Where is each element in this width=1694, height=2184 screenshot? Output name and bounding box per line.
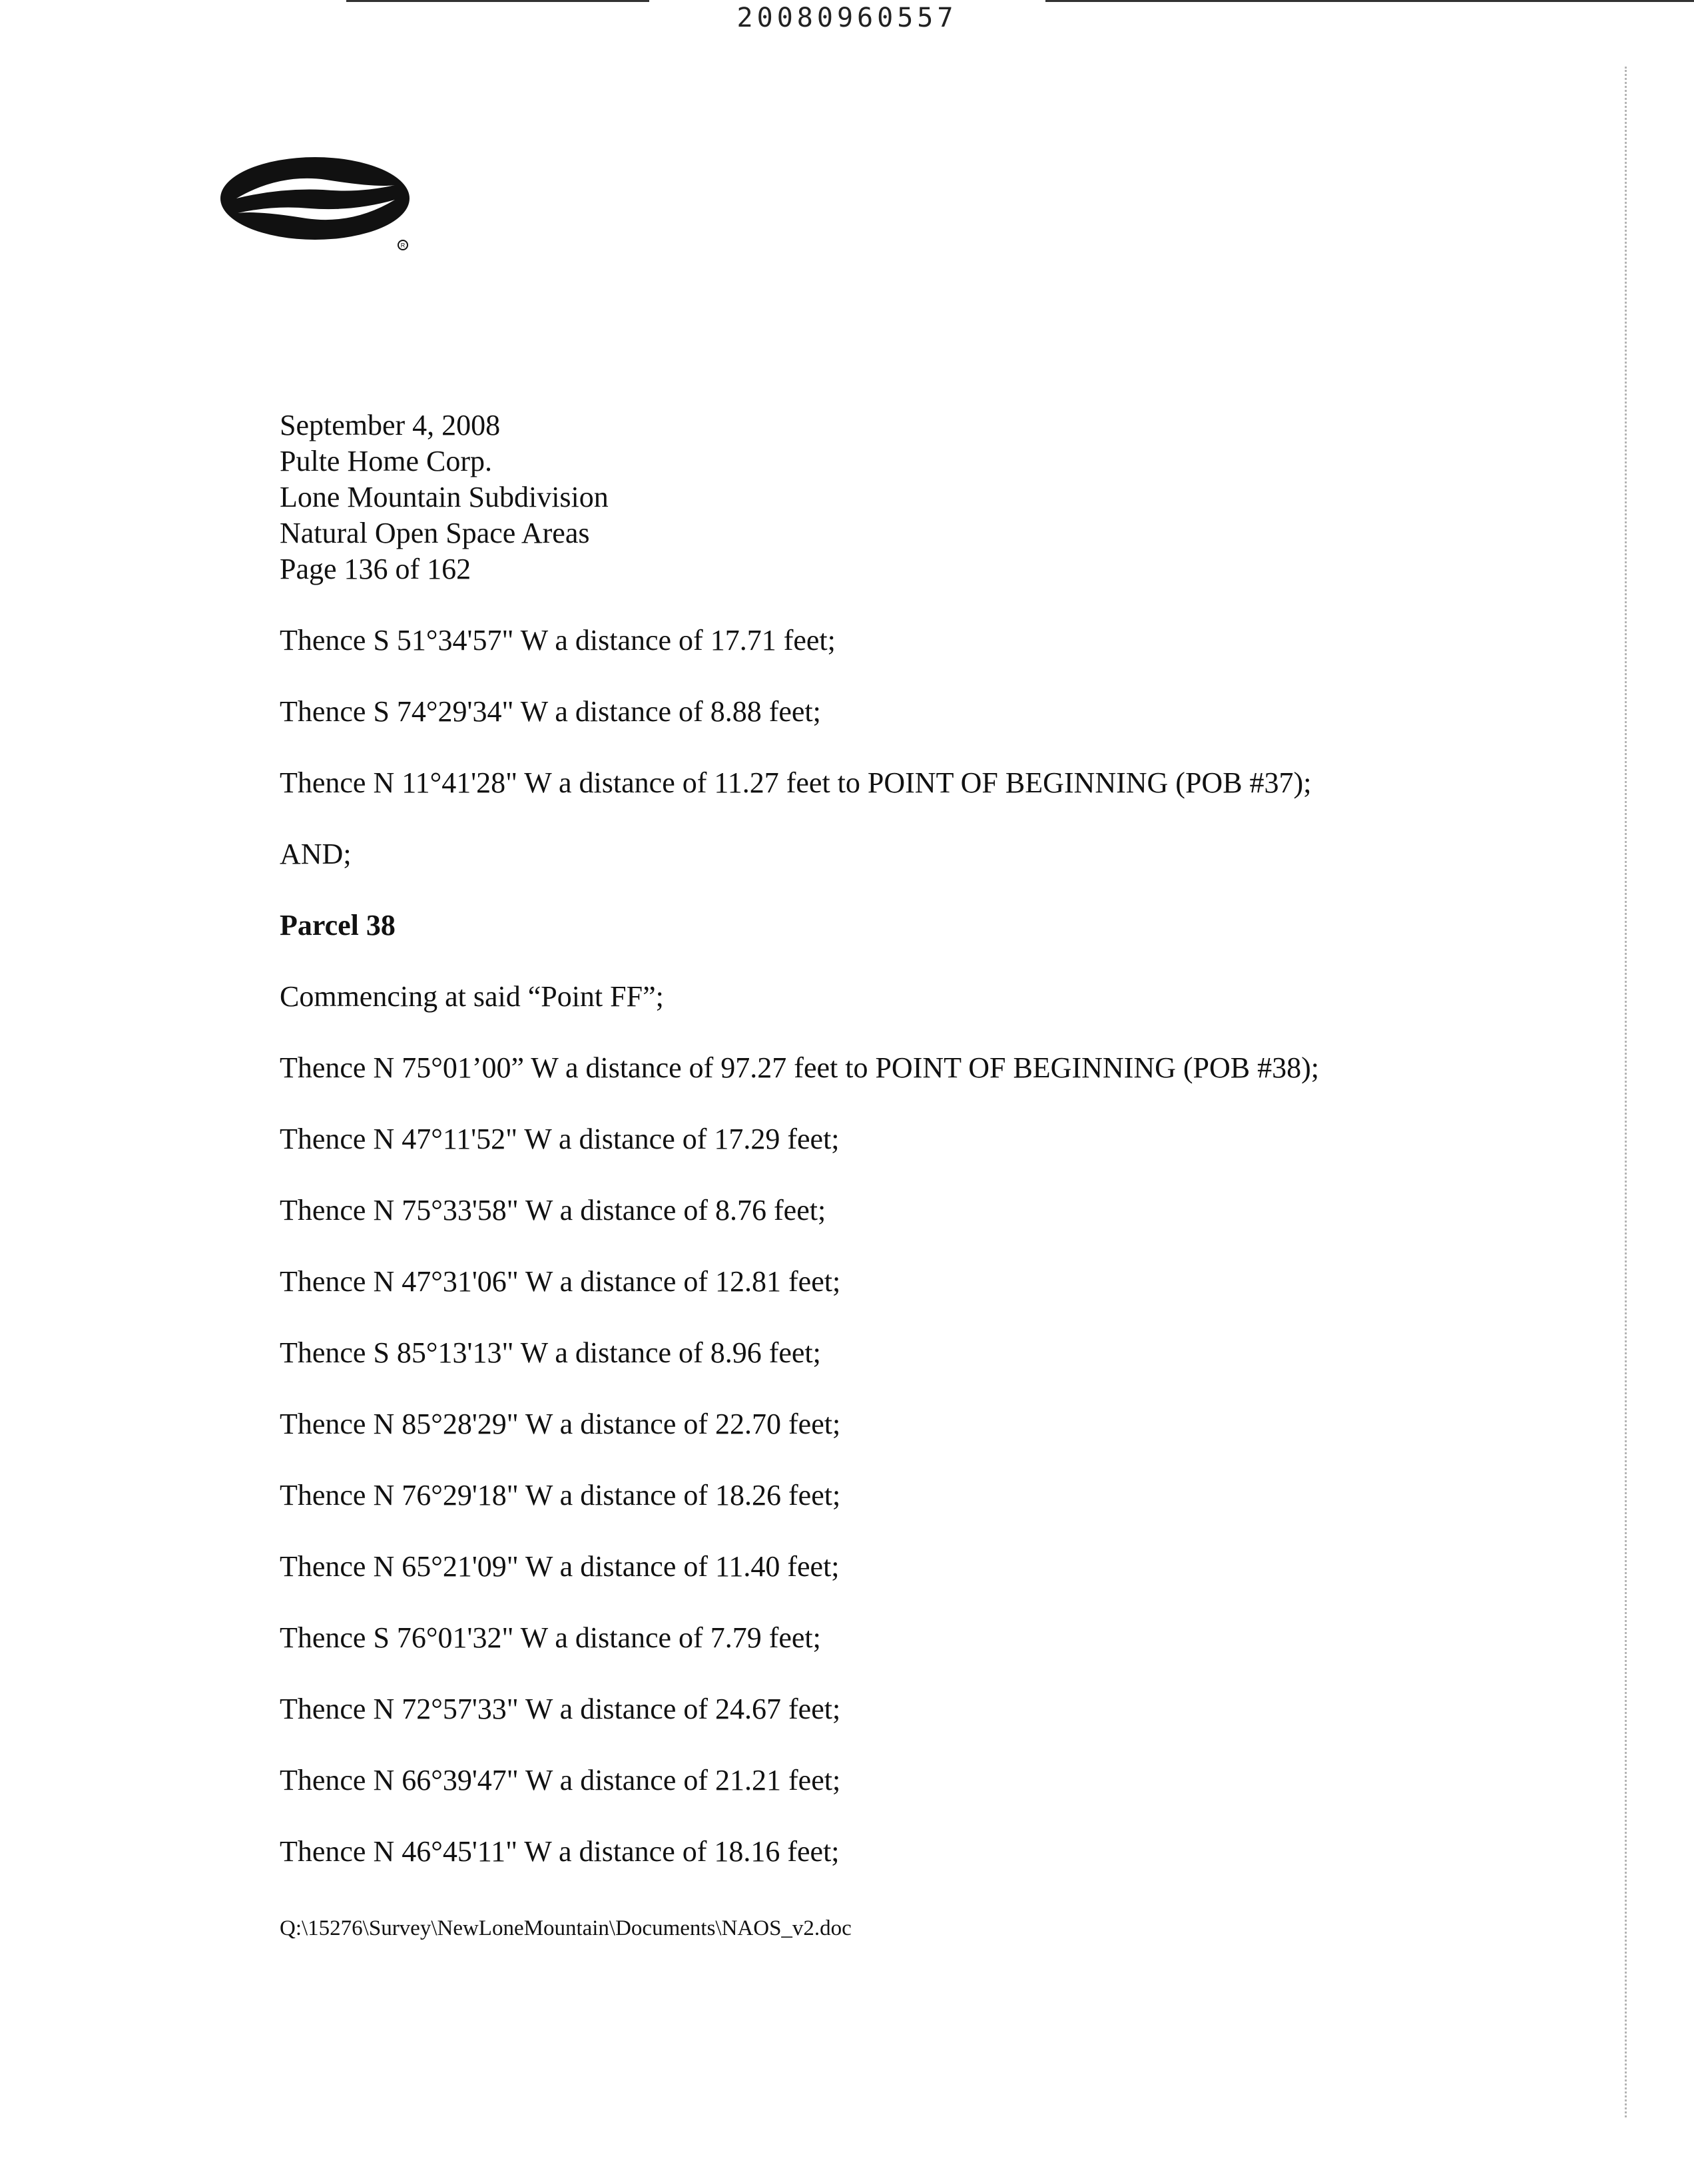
header-page-number: Page 136 of 162 [280, 553, 471, 585]
course-line: Thence N 47°11'52" W a distance of 17.29 feet; [280, 1123, 840, 1155]
scan-edge-line [1625, 67, 1627, 2117]
course-line: Thence N 85°28'29" W a distance of 22.70 feet; [280, 1408, 841, 1440]
file-path-footer: Q:\15276\Survey\NewLoneMountain\Documents\NAOS_v2.doc [280, 1916, 852, 1940]
recording-number: 20080960557 [736, 3, 958, 33]
course-line: Thence N 66°39'47" W a distance of 21.21 feet; [280, 1764, 841, 1796]
parcel-heading: Parcel 38 [280, 909, 396, 942]
commencing-line: Commencing at said “Point FF”; [280, 980, 664, 1013]
course-line: Thence N 72°57'33" W a distance of 24.67 feet; [280, 1693, 841, 1725]
header-date: September 4, 2008 [280, 409, 501, 441]
course-line: Thence S 76°01'32" W a distance of 7.79 feet; [280, 1621, 821, 1654]
course-line: Thence N 11°41'28" W a distance of 11.27 feet to POINT OF BEGINNING (POB #37); [280, 766, 1312, 799]
course-line: Thence N 65°21'09" W a distance of 11.40 feet; [280, 1550, 840, 1583]
course-line: Thence N 75°01’00” W a distance of 97.27 feet to POINT OF BEGINNING (POB #38); [280, 1051, 1319, 1084]
conjunction-line: AND; [280, 838, 352, 870]
course-line: Thence N 75°33'58" W a distance of 8.76 feet; [280, 1194, 826, 1227]
course-line: Thence N 46°45'11" W a distance of 18.16 feet; [280, 1835, 840, 1868]
course-line: Thence N 76°29'18" W a distance of 18.26 feet; [280, 1479, 841, 1511]
scan-top-rule-left [346, 0, 649, 2]
header-company: Pulte Home Corp. [280, 445, 492, 477]
document-body [280, 408, 1478, 1870]
course-line: Thence S 85°13'13" W a distance of 8.96 feet; [280, 1336, 821, 1369]
company-logo-icon [216, 153, 416, 253]
course-line: Thence N 47°31'06" W a distance of 12.81 feet; [280, 1265, 841, 1298]
header-subdivision: Lone Mountain Subdivision [280, 481, 609, 513]
course-line: Thence S 51°34'57" W a distance of 17.71 feet; [280, 624, 836, 657]
svg-text:R: R [400, 242, 406, 249]
scan-top-rule-right [1045, 0, 1694, 2]
course-line: Thence S 74°29'34" W a distance of 8.88 feet; [280, 695, 821, 728]
letter-header [280, 408, 1478, 587]
header-subject: Natural Open Space Areas [280, 517, 590, 549]
